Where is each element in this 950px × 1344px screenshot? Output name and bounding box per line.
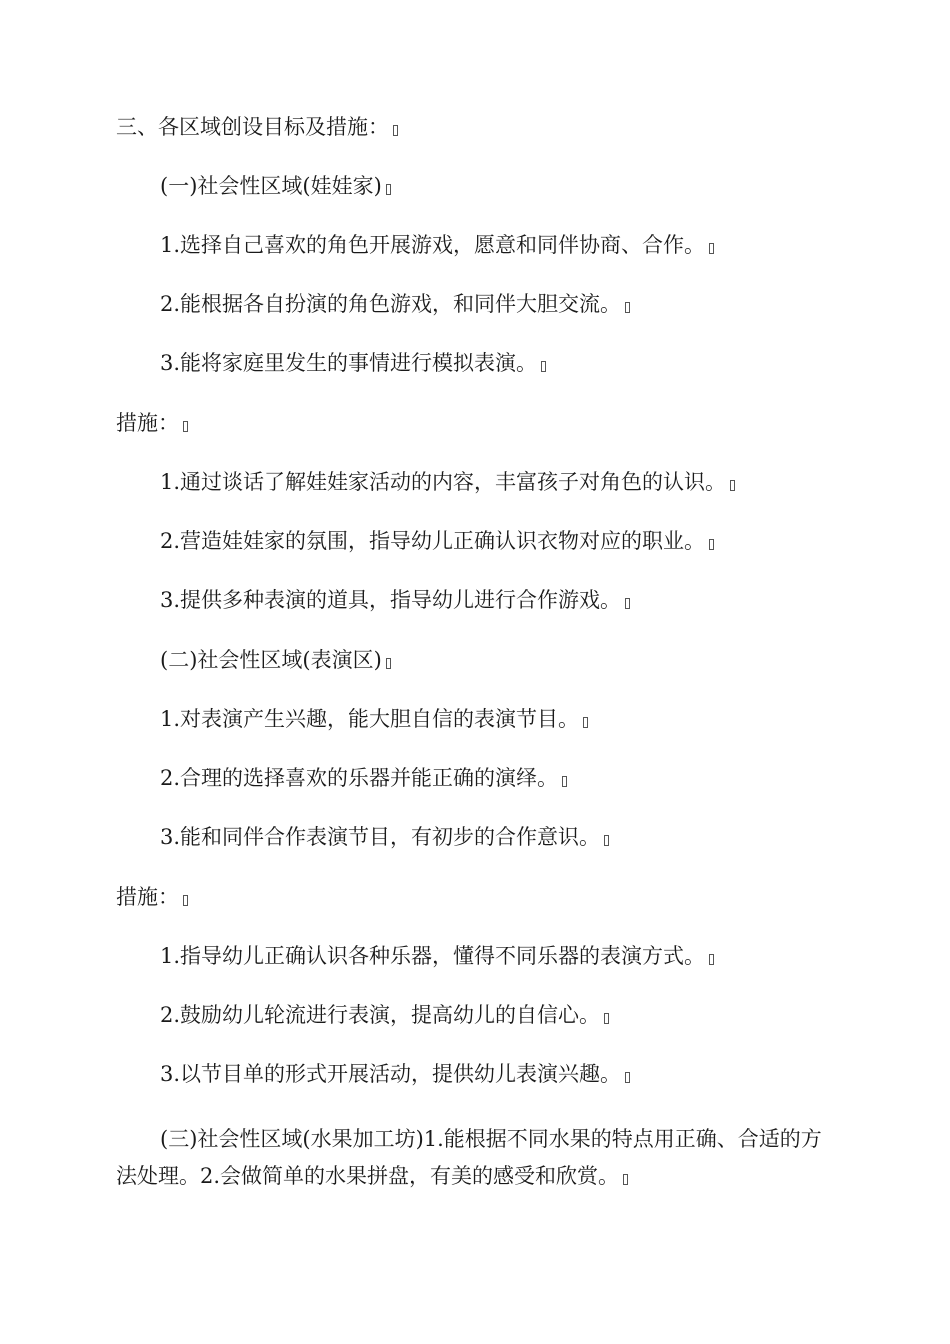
paragraph-mark-icon [583,717,588,728]
paragraph-mark-icon [709,954,714,965]
paragraph-mark-icon [625,1072,630,1083]
paragraph-mark-icon [604,835,609,846]
paragraph-mark-icon [625,302,630,313]
section-heading: 三、各区域创设目标及措施： [116,112,398,142]
list-item: 1.通过谈话了解娃娃家活动的内容，丰富孩子对角色的认识。 [160,467,735,497]
list-item: 1.选择自己喜欢的角色开展游戏，愿意和同伴协商、合作。 [160,230,714,260]
paragraph-mark-icon [709,243,714,254]
list-item: 2.鼓励幼儿轮流进行表演，提高幼儿的自信心。 [160,1000,609,1030]
paragraph-mark-icon [709,539,714,550]
list-item: 3.能和同伴合作表演节目，有初步的合作意识。 [160,822,609,852]
paragraph-mark-icon [183,421,188,432]
paragraph-mark-icon [386,184,391,195]
subsection-heading: (一)社会性区域(娃娃家) [160,171,391,201]
paragraph-mark-icon [604,1013,609,1024]
list-item: 1.对表演产生兴趣，能大胆自信的表演节目。 [160,704,588,734]
measures-heading: 措施： [116,408,188,438]
list-item: 1.指导幼儿正确认识各种乐器，懂得不同乐器的表演方式。 [160,941,714,971]
list-item: 3.能将家庭里发生的事情进行模拟表演。 [160,348,546,378]
paragraph-mark-icon [625,598,630,609]
paragraph-mark-icon [386,658,391,669]
final-paragraph: (三)社会性区域(水果加工坊)1.能根据不同水果的特点用正确、合适的方法处理。2.会做简单的水果拼盘，有美的感受和欣赏。 [116,1127,822,1188]
paragraph-mark-icon [562,776,567,787]
list-item: 2.能根据各自扮演的角色游戏，和同伴大胆交流。 [160,289,630,319]
list-item: 3.提供多种表演的道具，指导幼儿进行合作游戏。 [160,585,630,615]
list-item: 2.营造娃娃家的氛围，指导幼儿正确认识衣物对应的职业。 [160,526,714,556]
paragraph-mark-icon [393,125,398,136]
measures-heading: 措施： [116,882,188,912]
paragraph-mark-icon [541,361,546,372]
paragraph-mark-icon [730,480,735,491]
paragraph-mark-icon [623,1174,628,1185]
subsection-heading: (二)社会性区域(表演区) [160,645,391,675]
paragraph-mark-icon [183,895,188,906]
list-item: 2.合理的选择喜欢的乐器并能正确的演绎。 [160,763,567,793]
list-item: 3.以节目单的形式开展活动，提供幼儿表演兴趣。 [160,1059,630,1089]
